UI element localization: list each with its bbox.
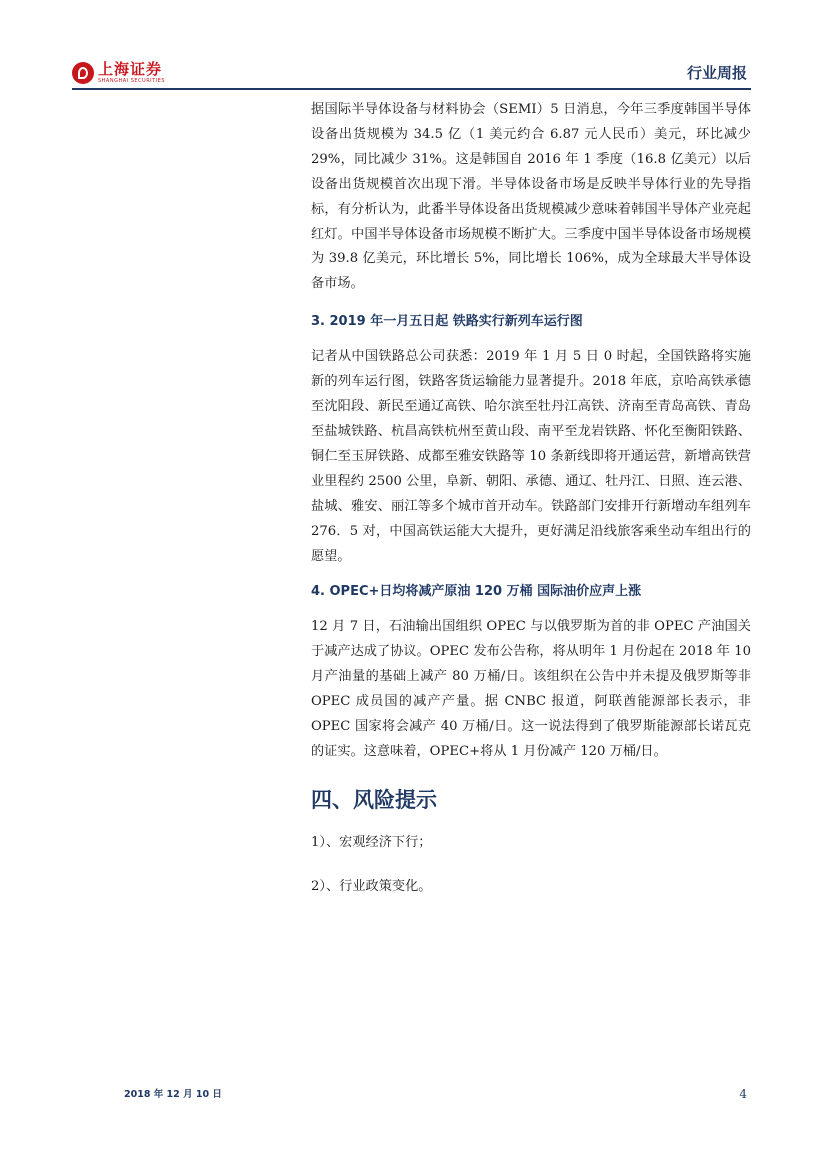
opec-subheading: 4. OPEC+日均将减产原油 120 万桶 国际油价应声上涨 — [311, 584, 642, 600]
report-type-title: 行业周报 — [686, 64, 747, 82]
risk-item: 1）、宏观经济下行； — [311, 834, 432, 850]
company-logo — [72, 60, 165, 86]
page-number: 4 — [739, 1087, 747, 1101]
logo-chinese-text: 上海证券 — [98, 60, 163, 78]
opec-paragraph: 12 月 7 日，石油输出国组织 OPEC 与以俄罗斯为首的非 OPEC 产油国关于减产达成了协议。OPEC 发布公告称，将从明年 1 月份起在 2018 年 10 月产油量的基础上减产 80 万桶/日。该组织在公告中并未提及俄罗斯等非 OPEC 成员国的减产产量。据 CNBC 报道，阿联酋能源部长表示，非 OPEC 国家将会减产 40 万桶/日。这一说法得到了俄罗斯能源部长诺瓦克的证实。这意味着，OPEC+将从 1 月份减产 120 万桶/日。 — [311, 619, 751, 759]
railway-subheading: 3. 2019 年一月五日起 铁路实行新列车运行图 — [311, 314, 583, 330]
risk-item: 2）、行业政策变化。 — [311, 878, 432, 894]
page-content — [311, 98, 751, 897]
semiconductor-paragraph: 据国际半导体设备与材料协会（SEMI）5 日消息，今年三季度韩国半导体设备出货规模为 34.5 亿（1 美元约合 6.87 元人民币）美元，环比减少 29%，同比减少 31%。这是韩国自 2016 年 1 季度（16.8 亿美元）以后设备出货规模首次出现下滑。半导体设备市场是反映半导体行业的先导指标，有分析认为，此番半导体设备出货规模减少意味着韩国半导体产业亮起红灯。中国半导体设备市场规模不断扩大。三季度中国半导体设备市场规模为 39.8 亿美元，环比增长 5%，同比增长 106%，成为全球最大半导体设备市场。 — [311, 102, 751, 292]
risk-section-heading: 四、风险提示 — [311, 787, 437, 812]
header-divider — [72, 88, 751, 90]
logo-emblem-icon — [72, 62, 94, 84]
report-date: 2018 年 12 月 10 日 — [124, 1089, 222, 1100]
railway-paragraph: 记者从中国铁路总公司获悉：2019 年 1 月 5 日 0 时起，全国铁路将实施新的列车运行图，铁路客货运输能力显著提升。2018 年底，京哈高铁承德至沈阳段、新民至通辽高铁、哈尔滨至牡丹江高铁、济南至青岛高铁、青岛至盐城铁路、杭昌高铁杭州至黄山段、南平至龙岩铁路、怀化至衡阳铁路、铜仁至玉屏铁路、成都至雅安铁路等 10 条新线即将开通运营，新增高铁营业里程约 2500 公里，阜新、朝阳、承德、通辽、牡丹江、日照、连云港、盐城、雅安、丽江等多个城市首开动车。铁路部门安排开行新增动车组列车 276．5 对，中国高铁运能大大提升，更好满足沿线旅客乘坐动车组出行的愿望。 — [311, 349, 751, 564]
logo-english-text: SHANGHAI SECURITIES — [98, 78, 166, 84]
